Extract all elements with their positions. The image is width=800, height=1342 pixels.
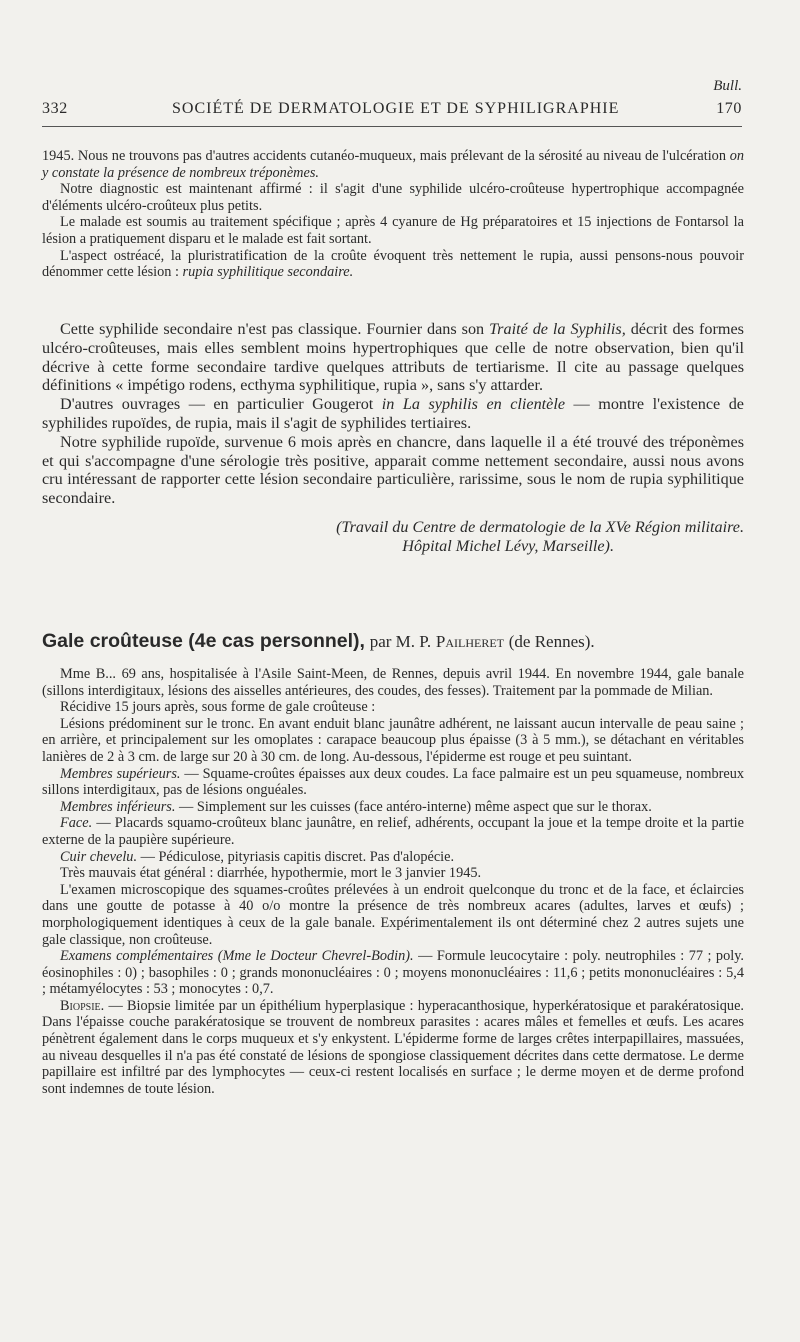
running-header: [42, 100, 742, 124]
paragraph: Le malade est soumis au traitement spécifique ; après 4 cyanure de Hg préparatoires et 15 injections de Fontarsol la lésion a pratiquement disparu et le malade est fait sortant.: [42, 214, 744, 247]
signature-line-1: (Travail du Centre de dermatologie de la XVe Région militaire.: [336, 517, 744, 536]
paragraph: Récidive 15 jours après, sous forme de gale croûteuse :: [60, 699, 376, 716]
paragraph: Mme B... 69 ans, hospitalisée à l'Asile Saint-Meen, de Rennes, depuis avril 1944. En novembre 1944, gale banale (sillons interdigitaux, lésions des aisselles antérieures, des coudes, des fesses). Traitement par la pommade de Milian.: [42, 666, 744, 699]
paragraph: L'examen microscopique des squames-croûtes prélevées à un endroit quelconque du tronc et de la face, et éclaircies dans une goutte de potasse à 40 o/o montre la présence de très nombreux acares (adultes, larves et œufs) ; morphologiquement identiques à ceux de la gale banale. Expérimentalement ils ont déterminé chez 2 autres sujets une gale classique, non croûteuse.: [42, 881, 744, 948]
paragraph: L'aspect ostréacé, la pluristratification de la croûte évoquent très nettement le rupia, aussi pensons-nous pouvoir dénommer cette lésion : rupia syphilitique secondaire.: [42, 247, 744, 281]
paragraph: Biopsie. — Biopsie limitée par un épithélium hyperplasique : hyperacanthosique, hyperkératosique et parakératosique. Dans l'épaisse couche parakératosique se trouvent de nombreux parasites : acares mâles et femelles et œufs. Les acares pénètrent également dans le corps muqueux et s'y enkystent. L'épiderme forme de larges crêtes interpapillaires, massuées, au niveau desquelles il n'a pas été constaté de lésions de spongiose classiquement décrites dans cette dermatose. Le derme papillaire est infiltré par des lymphocytes — ceux-ci restent localisés en surface ; le derme moyen et de derme profond sont indemnes de toute lésion.: [42, 997, 744, 1097]
header-rule: [42, 126, 742, 127]
paragraph: D'autres ouvrages — en particulier Gougerot in La syphilis en clientèle — montre l'existence de syphilides rupoïdes, de rupia, mais il s'agit de syphilides tertiaires.: [42, 395, 744, 432]
running-title: SOCIÉTÉ DE DERMATOLOGIE ET DE SYPHILIGRAPHIE: [172, 100, 620, 117]
paragraph: Très mauvais état général : diarrhée, hypothermie, mort le 3 janvier 1945.: [60, 865, 482, 882]
article-author: Pailheret: [435, 632, 504, 651]
paragraph: Cuir chevelu. — Pédiculose, pityriasis capitis discret. Pas d'alopécie.: [60, 848, 455, 865]
paragraph: Face. — Placards squamo-croûteux blanc jaunâtre, en relief, adhérents, occupant la joue et la tempe droite et la partie externe de la paupière supérieure.: [42, 815, 744, 848]
paragraph: Cette syphilide secondaire n'est pas classique. Fournier dans son Traité de la Syphilis, décrit des formes ulcéro-croûteuses, mais elles semblent moins hypertrophiques que celle de notre observation, bien qu'il décrive à cette forme secondaire tardive quelques attributs de tertiarisme. Il cite au passage quelques définitions « impétigo rodens, ecthyma syphilitique, rupia », sans s'y attarder.: [42, 320, 744, 395]
paragraph: Examens complémentaires (Mme le Docteur Chevrel-Bodin). — Formule leucocytaire : poly. neutrophiles : 77 ; poly. éosinophiles : 0) ; basophiles : 0 ; grands mononucléaires : 0 ; moyens mononucléaires : 11,6 ; petits mononucléaires : 5,4 ; métamyélocytes : 53 ; monocytes : 0,7.: [42, 948, 744, 998]
article-byline: par M. P.: [369, 632, 432, 651]
article-title: [42, 630, 744, 653]
paragraph: Lésions prédominent sur le tronc. En avant enduit blanc jaunâtre adhérent, ne laissant aucun intervalle de peau saine ; en arrière, et principalement sur les omoplates : carapace beaucoup plus épaisse (3 à 5 mm.), se détachant en véritables lanières de 2 à 3 cm. de large sur 20 à 30 cm. de long. Au-dessous, l'épiderme est rouge et peu suintant.: [42, 715, 744, 765]
case-conclusion-small: [42, 148, 744, 281]
paragraph: Membres supérieurs. — Squame-croûtes épaisses aux deux coudes. La face palmaire est un peu squameuse, nombreux sillons interdigitaux, pas de lésions onguéales.: [42, 765, 745, 799]
volume-number: 170: [716, 100, 742, 117]
article-place: (de Rennes).: [508, 632, 595, 651]
signature-line-2: Hôpital Michel Lévy, Marseille).: [402, 536, 614, 555]
page-number: 332: [42, 100, 68, 117]
paragraph: 1945. Nous ne trouvons pas d'autres accidents cutanéo-muqueux, mais prélevant de la sérosité au niveau de l'ulcération on y constate la présence de nombreux tréponèmes.: [42, 148, 744, 181]
paragraph: Membres inférieurs. — Simplement sur les cuisses (face antéro-interne) même aspect que sur le thorax.: [60, 798, 652, 815]
case-report: [42, 666, 744, 1097]
paragraph: Notre syphilide rupoïde, survenue 6 mois après en chancre, dans laquelle il a été trouvé des tréponèmes et qui s'accompagne d'une sérologie très positive, apparait comme nettement secondaire, aussi nous avons cru intéressant de rapporter cette lésion secondaire particulière, rarissime, sous le nom de rupia syphilitique secondaire.: [42, 432, 744, 508]
journal-abbreviation: Bull.: [713, 78, 742, 94]
paragraph: Notre diagnostic est maintenant affirmé : il s'agit d'une syphilide ulcéro-croûteuse hypertrophique accompagnée d'éléments ulcéro-croûteux plus petits.: [42, 181, 744, 214]
article-title-text: Gale croûteuse (4e cas personnel),: [42, 630, 365, 652]
discussion: [42, 320, 744, 556]
